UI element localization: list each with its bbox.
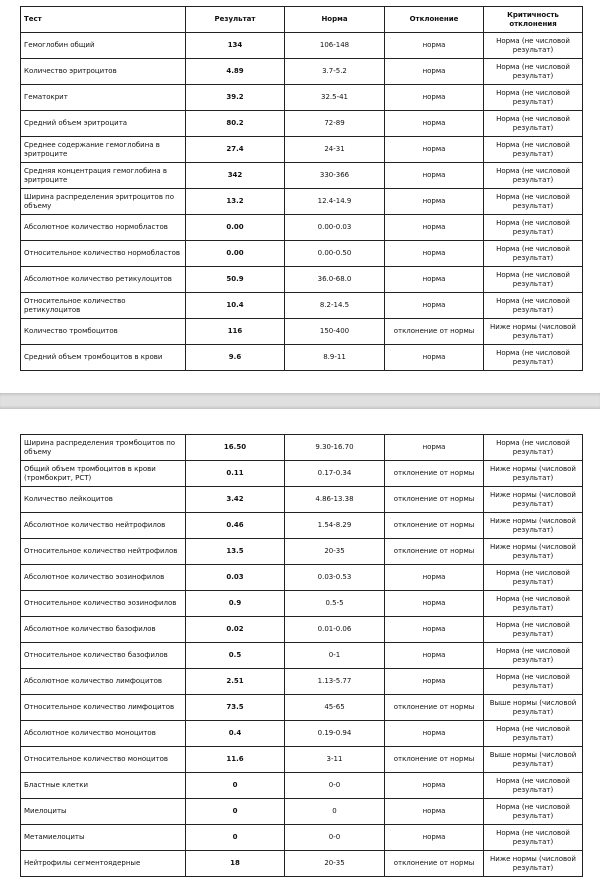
header-result: Результат (186, 7, 285, 33)
cell-criticality: Норма (не числовой результат) (484, 435, 583, 461)
cell-result: 0.00 (186, 215, 285, 241)
table-row (21, 643, 583, 669)
cell-norm: 0-0 (285, 773, 385, 799)
cell-norm: 24-31 (285, 137, 385, 163)
cell-test: Относительное количество нормобластов (21, 241, 186, 267)
cell-criticality: Ниже нормы (числовой результат) (484, 851, 583, 877)
cell-norm: 330-366 (285, 163, 385, 189)
cell-criticality: Норма (не числовой результат) (484, 565, 583, 591)
cell-test: Количество лейкоцитов (21, 487, 186, 513)
cell-test: Средний объем эритроцита (21, 111, 186, 137)
cell-criticality: Норма (не числовой результат) (484, 293, 583, 319)
table-row (21, 59, 583, 85)
cell-criticality: Норма (не числовой результат) (484, 189, 583, 215)
cell-result: 39.2 (186, 85, 285, 111)
cell-criticality: Норма (не числовой результат) (484, 59, 583, 85)
cell-deviation: норма (385, 241, 484, 267)
cell-result: 342 (186, 163, 285, 189)
cell-norm: 3.7-5.2 (285, 59, 385, 85)
cell-result: 50.9 (186, 267, 285, 293)
cell-deviation: отклонение от нормы (385, 319, 484, 345)
cell-norm: 1.13-5.77 (285, 669, 385, 695)
cell-result: 0.03 (186, 565, 285, 591)
cell-criticality: Норма (не числовой результат) (484, 825, 583, 851)
cell-criticality: Ниже нормы (числовой результат) (484, 319, 583, 345)
table-row (21, 669, 583, 695)
cell-test: Относительное количество моноцитов (21, 747, 186, 773)
table-header-row (21, 7, 583, 33)
table-row (21, 85, 583, 111)
cell-deviation: норма (385, 267, 484, 293)
cell-test: Относительное количество эозинофилов (21, 591, 186, 617)
table-row (21, 33, 583, 59)
cell-criticality: Норма (не числовой результат) (484, 33, 583, 59)
cell-deviation: норма (385, 85, 484, 111)
cell-deviation: норма (385, 345, 484, 371)
cell-criticality: Норма (не числовой результат) (484, 773, 583, 799)
cell-deviation: норма (385, 799, 484, 825)
cell-norm: 0.19-0.94 (285, 721, 385, 747)
cell-test: Абсолютное количество лимфоцитов (21, 669, 186, 695)
table-row (21, 825, 583, 851)
cell-result: 0 (186, 799, 285, 825)
cell-result: 13.5 (186, 539, 285, 565)
cell-norm: 0.17-0.34 (285, 461, 385, 487)
cell-result: 0.46 (186, 513, 285, 539)
cell-result: 0.02 (186, 617, 285, 643)
cell-result: 10.4 (186, 293, 285, 319)
cell-result: 0.11 (186, 461, 285, 487)
cell-criticality: Норма (не числовой результат) (484, 799, 583, 825)
cell-result: 0.9 (186, 591, 285, 617)
table-row (21, 747, 583, 773)
cell-criticality: Ниже нормы (числовой результат) (484, 513, 583, 539)
cell-norm: 0 (285, 799, 385, 825)
table-row (21, 189, 583, 215)
cell-deviation: норма (385, 163, 484, 189)
cell-deviation: отклонение от нормы (385, 539, 484, 565)
cell-norm: 0.03-0.53 (285, 565, 385, 591)
cell-result: 0 (186, 825, 285, 851)
table-row (21, 241, 583, 267)
cell-norm: 20-35 (285, 539, 385, 565)
cell-norm: 0.00-0.50 (285, 241, 385, 267)
cell-deviation: норма (385, 137, 484, 163)
table-row (21, 721, 583, 747)
header-deviation: Отклонение (385, 7, 484, 33)
cell-deviation: отклонение от нормы (385, 695, 484, 721)
cell-test: Ширина распределения тромбоцитов по объему (21, 435, 186, 461)
cell-deviation: отклонение от нормы (385, 851, 484, 877)
cell-result: 0.5 (186, 643, 285, 669)
cell-deviation: отклонение от нормы (385, 513, 484, 539)
cell-test: Гемоглобин общий (21, 33, 186, 59)
cell-test: Количество тромбоцитов (21, 319, 186, 345)
cell-result: 27.4 (186, 137, 285, 163)
table-row (21, 851, 583, 877)
cell-test: Относительное количество лимфоцитов (21, 695, 186, 721)
cell-test: Абсолютное количество нормобластов (21, 215, 186, 241)
cell-deviation: отклонение от нормы (385, 747, 484, 773)
cell-result: 0.4 (186, 721, 285, 747)
table-row (21, 799, 583, 825)
table-row (21, 435, 583, 461)
table-row (21, 293, 583, 319)
cell-test: Нейтрофилы сегментоядерные (21, 851, 186, 877)
cell-result: 0.00 (186, 241, 285, 267)
cell-criticality: Норма (не числовой результат) (484, 669, 583, 695)
table-row (21, 215, 583, 241)
cell-result: 9.6 (186, 345, 285, 371)
cell-test: Ширина распределения эритроцитов по объему (21, 189, 186, 215)
cell-test: Гематокрит (21, 85, 186, 111)
cell-test: Относительное количество нейтрофилов (21, 539, 186, 565)
cell-deviation: норма (385, 825, 484, 851)
cell-test: Миелоциты (21, 799, 186, 825)
cell-criticality: Норма (не числовой результат) (484, 345, 583, 371)
cell-result: 73.5 (186, 695, 285, 721)
header-criticality: Критичность отклонения (484, 7, 583, 33)
cell-deviation: норма (385, 435, 484, 461)
header-norm: Норма (285, 7, 385, 33)
cell-norm: 8.2-14.5 (285, 293, 385, 319)
cell-criticality: Ниже нормы (числовой результат) (484, 487, 583, 513)
cell-criticality: Ниже нормы (числовой результат) (484, 461, 583, 487)
cell-norm: 12.4-14.9 (285, 189, 385, 215)
cell-criticality: Норма (не числовой результат) (484, 111, 583, 137)
table-body-page-2 (21, 435, 583, 877)
cell-test: Средняя концентрация гемоглобина в эритроците (21, 163, 186, 189)
cell-test: Бластные клетки (21, 773, 186, 799)
cell-criticality: Норма (не числовой результат) (484, 85, 583, 111)
table-row (21, 163, 583, 189)
cell-norm: 0-1 (285, 643, 385, 669)
cell-deviation: норма (385, 111, 484, 137)
cell-norm: 3-11 (285, 747, 385, 773)
cell-deviation: норма (385, 721, 484, 747)
cell-deviation: норма (385, 643, 484, 669)
table-row (21, 617, 583, 643)
cell-test: Абсолютное количество эозинофилов (21, 565, 186, 591)
cell-deviation: норма (385, 669, 484, 695)
cell-norm: 36.0-68.0 (285, 267, 385, 293)
cell-deviation: норма (385, 773, 484, 799)
table-row (21, 773, 583, 799)
cell-test: Абсолютное количество моноцитов (21, 721, 186, 747)
cell-result: 116 (186, 319, 285, 345)
cell-norm: 150-400 (285, 319, 385, 345)
cell-deviation: норма (385, 33, 484, 59)
document-page-2 (0, 409, 600, 883)
cell-norm: 106-148 (285, 33, 385, 59)
cell-norm: 9.30-16.70 (285, 435, 385, 461)
cell-result: 80.2 (186, 111, 285, 137)
cell-criticality: Норма (не числовой результат) (484, 617, 583, 643)
page-separator (0, 393, 600, 409)
cell-test: Относительное количество ретикулоцитов (21, 293, 186, 319)
cell-result: 16.50 (186, 435, 285, 461)
cell-result: 18 (186, 851, 285, 877)
table-row (21, 513, 583, 539)
cell-result: 0 (186, 773, 285, 799)
cell-result: 4.89 (186, 59, 285, 85)
cell-test: Общий объем тромбоцитов в крови (тромбокрит, PCT) (21, 461, 186, 487)
cell-test: Абсолютное количество базофилов (21, 617, 186, 643)
cell-criticality: Норма (не числовой результат) (484, 163, 583, 189)
table-row (21, 267, 583, 293)
document-page-1 (0, 0, 600, 393)
table-row (21, 565, 583, 591)
cell-criticality: Норма (не числовой результат) (484, 643, 583, 669)
table-body-page-1 (21, 33, 583, 371)
cell-criticality: Норма (не числовой результат) (484, 267, 583, 293)
cell-criticality: Норма (не числовой результат) (484, 721, 583, 747)
cell-deviation: норма (385, 591, 484, 617)
cell-deviation: норма (385, 565, 484, 591)
cell-test: Относительное количество базофилов (21, 643, 186, 669)
table-row (21, 345, 583, 371)
cell-criticality: Норма (не числовой результат) (484, 241, 583, 267)
cell-norm: 0.01-0.06 (285, 617, 385, 643)
cell-criticality: Выше нормы (числовой результат) (484, 747, 583, 773)
cell-test: Средний объем тромбоцитов в крови (21, 345, 186, 371)
cell-norm: 32.5-41 (285, 85, 385, 111)
cell-result: 2.51 (186, 669, 285, 695)
cell-norm: 0-0 (285, 825, 385, 851)
cell-deviation: норма (385, 59, 484, 85)
table-row (21, 137, 583, 163)
results-table-page-2 (20, 434, 583, 877)
cell-test: Метамиелоциты (21, 825, 186, 851)
cell-deviation: норма (385, 189, 484, 215)
cell-norm: 20-35 (285, 851, 385, 877)
cell-norm: 4.86-13.38 (285, 487, 385, 513)
cell-norm: 0.00-0.03 (285, 215, 385, 241)
table-row (21, 461, 583, 487)
cell-criticality: Выше нормы (числовой результат) (484, 695, 583, 721)
cell-deviation: отклонение от нормы (385, 461, 484, 487)
table-row (21, 111, 583, 137)
cell-criticality: Ниже нормы (числовой результат) (484, 539, 583, 565)
cell-result: 11.6 (186, 747, 285, 773)
cell-norm: 1.54-8.29 (285, 513, 385, 539)
table-row (21, 591, 583, 617)
table-row (21, 539, 583, 565)
cell-result: 13.2 (186, 189, 285, 215)
table-row (21, 487, 583, 513)
cell-test: Количество эритроцитов (21, 59, 186, 85)
cell-norm: 8.9-11 (285, 345, 385, 371)
cell-norm: 72-89 (285, 111, 385, 137)
table-row (21, 695, 583, 721)
cell-norm: 45-65 (285, 695, 385, 721)
cell-criticality: Норма (не числовой результат) (484, 215, 583, 241)
cell-test: Абсолютное количество нейтрофилов (21, 513, 186, 539)
cell-deviation: норма (385, 293, 484, 319)
cell-criticality: Норма (не числовой результат) (484, 137, 583, 163)
cell-deviation: отклонение от нормы (385, 487, 484, 513)
cell-result: 3.42 (186, 487, 285, 513)
cell-test: Абсолютное количество ретикулоцитов (21, 267, 186, 293)
header-test: Тест (21, 7, 186, 33)
results-table-page-1 (20, 6, 583, 371)
cell-result: 134 (186, 33, 285, 59)
cell-deviation: норма (385, 617, 484, 643)
cell-norm: 0.5-5 (285, 591, 385, 617)
cell-deviation: норма (385, 215, 484, 241)
cell-criticality: Норма (не числовой результат) (484, 591, 583, 617)
table-row (21, 319, 583, 345)
cell-test: Среднее содержание гемоглобина в эритроците (21, 137, 186, 163)
